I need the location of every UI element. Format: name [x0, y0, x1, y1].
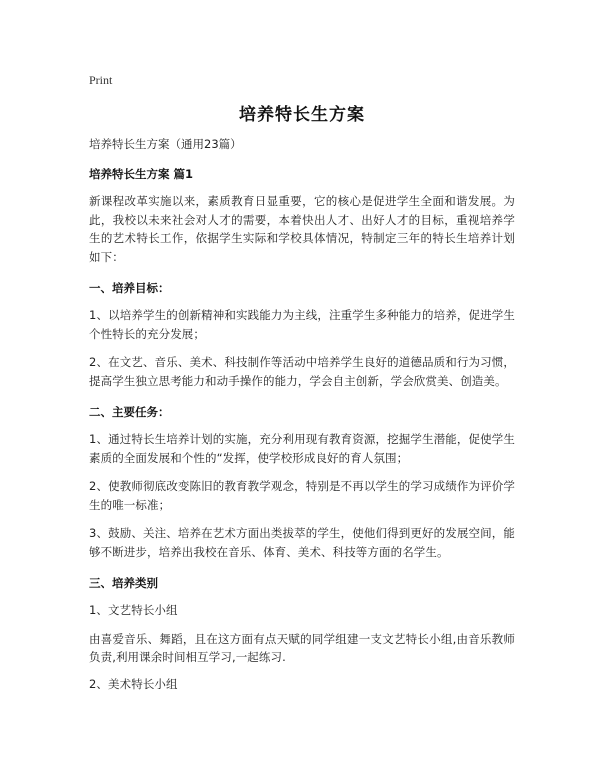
group2-title: 2、美术特长小组 [89, 676, 178, 691]
goals-heading: 一、培养目标： [89, 281, 170, 295]
goal-item-1: 1、以培养学生的创新精神和实践能力为主线，注重学生多种能力的培养，促进学生个性特长的充分发展； [89, 308, 515, 341]
print-label: Print [89, 73, 113, 87]
document-subtitle: 培养特长生方案（通用23篇） [89, 137, 242, 151]
page-title: 培养特长生方案 [239, 105, 365, 125]
task-item-1: 1、通过特长生培养计划的实施，充分利用现有教育资源，挖掘学生潜能，促使学生素质的全面发展和个性的“发挥，使学校形成良好的育人氛围； [89, 432, 515, 465]
goal-item-2: 2、在文艺、音乐、美术、科技制作等活动中培养学生良好的道德品质和行为习惯，提高学生独立思考能力和动手操作的能力，学会自主创新，学会欣赏美、创造美。 [89, 355, 515, 388]
task-item-3: 3、鼓励、关注、培养在艺术方面出类拔萃的学生，使他们得到更好的发展空间，能够不断进步，培养出我校在音乐、体育、美术、科技等方面的名学生。 [89, 526, 515, 559]
intro-paragraph: 新课程改革实施以来，素质教育日显重要，它的核心是促进学生全面和谐发展。为此，我校以未来社会对人才的需要，本着快出人才、出好人才的目标，重视培养学生的艺术特长工作，依据学生实际和学校具体情况，特制定三年的特长生培养计划如下： [89, 194, 515, 264]
tasks-heading: 二、主要任务： [89, 405, 170, 419]
document-content [89, 60, 515, 693]
categories-heading: 三、培养类别 [89, 576, 158, 590]
group1-description: 由喜爱音乐、舞蹈，且在这方面有点天赋的同学组建一支文艺特长小组,由音乐教师负责,利用课余时间相互学习,一起练习. [89, 631, 515, 664]
section-title: 培养特长生方案 篇1 [89, 167, 194, 181]
task-item-2: 2、使教师彻底改变陈旧的教育教学观念，特别是不再以学生的学习成绩作为评价学生的唯一标准； [89, 479, 515, 512]
group1-title: 1、文艺特长小组 [89, 603, 178, 617]
